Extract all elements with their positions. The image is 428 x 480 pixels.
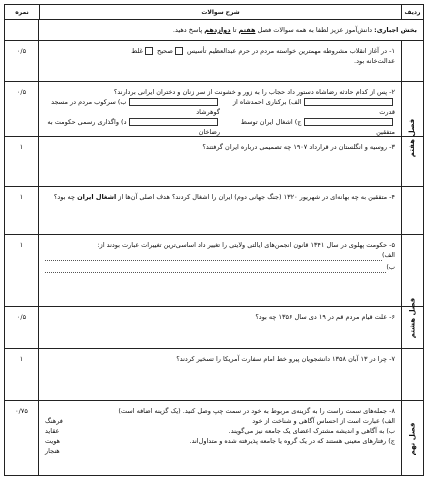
option-checkbox[interactable]: [304, 118, 394, 126]
header-score-col: نمره: [15, 8, 29, 16]
score: ۱: [5, 187, 39, 234]
option: ب) سرکوب مردم در مسجد گوهرشاد: [51, 98, 220, 116]
score: ۱: [5, 349, 39, 400]
option: الف) برکناری احمدشاه از قدرت: [232, 98, 395, 116]
option: د) واگذاری رسمی حکومت به رضاخان: [47, 118, 220, 136]
score: ۰/۵: [5, 307, 39, 348]
table-header: [5, 5, 423, 20]
answer-line[interactable]: [45, 251, 382, 261]
question-row: [5, 235, 423, 307]
question-text: ۴- متفقین به چه بهانه‌ای در شهریور ۱۳۲۰ (جنگ جهانی دوم) ایران را اشغال کردند؟ هدف اصلی آن‌ها از اشغال ایران چه بود؟: [53, 193, 395, 201]
question-text: ۶- علت قیام مردم قم در ۱۹ دی سال ۱۳۵۶ چه بود؟: [255, 313, 395, 321]
choice: هنجار: [45, 447, 60, 455]
section-label: فصل هشتم: [401, 235, 423, 401]
header-question-col: شرح سوالات: [39, 5, 401, 19]
question-row: [5, 82, 423, 137]
score: ۰/۵: [5, 82, 39, 136]
option-checkbox[interactable]: [129, 98, 219, 106]
score: ۱: [5, 137, 39, 186]
question-row: [5, 307, 423, 349]
match-item: ب) به آگاهی و اندیشه مشترک اعضای یک جامعه نیز می‌گویند.: [228, 427, 395, 435]
exam-sheet: [4, 4, 424, 476]
choice: فرهنگ: [45, 417, 63, 425]
question-text: ۸- جمله‌های سمت راست را به گزینه‌ی مربوط به خود در سمت چپ وصل کنید. (یک گزینه اضافه است) فرهنگ عقاید هویت هنجار الف) عبارت است از احساس آگاهی و شناخت از خود ب) به آگاهی و اندیشه مشترک اعضای یک جامعه نیز می‌گویند. ج) رفتارهای معینی هستند که در یک گروه یا جامعه پذیرفته شده و متداول‌اند.: [45, 407, 395, 455]
match-item: ج) رفتارهای معینی هستند که در یک گروه یا جامعه پذیرفته شده و متداول‌اند.: [189, 437, 395, 445]
score: ۱: [5, 235, 39, 306]
option-checkbox[interactable]: [304, 98, 394, 106]
instructions-row: [5, 19, 423, 41]
question-text: ۷- چرا در ۱۳ آبان ۱۳۵۸ دانشجویان پیرو خط امام سفارت آمریکا را تسخیر کردند؟: [176, 355, 395, 363]
match-item: الف) عبارت است از احساس آگاهی و شناخت از خود: [252, 417, 395, 425]
score: ۰/۵: [5, 41, 39, 81]
answer-line[interactable]: [45, 263, 386, 273]
question-row: [5, 137, 423, 187]
header-row-col: ردیف: [401, 5, 423, 19]
choice: عقاید: [45, 427, 60, 435]
true-checkbox[interactable]: [175, 47, 183, 55]
question-row: [5, 401, 423, 476]
question-text: ۳- روسیه و انگلستان در قرارداد ۱۹۰۷ چه تصمیمی درباره ایران گرفتند؟: [202, 143, 395, 151]
section-label: فصل هفتم: [401, 41, 423, 235]
choice: هویت: [45, 437, 60, 445]
question-row: [5, 41, 423, 82]
question-row: [5, 187, 423, 235]
question-row: [5, 349, 423, 401]
score: ۰/۷۵: [5, 401, 39, 476]
question-text: ۱- در آغاز انقلاب مشروطه مهمترین خواسته مردم در حرم عبدالعظیم تأسیس صحیح غلط عدالت‌خانه بود.: [131, 47, 395, 65]
question-text: ۵- حکومت پهلوی در سال ۱۳۴۱ قانون انجمن‌های ایالتی ولایتی را تغییر داد اساسی‌ترین تغییرات عبارت بودند از: الف) ب): [39, 235, 401, 306]
option-checkbox[interactable]: [129, 118, 219, 126]
false-checkbox[interactable]: [145, 47, 153, 55]
instructions-text: بخش اجباری: دانش‌آموز عزیز لطفا به همه سوالات فصل هفتم تا دوازدهم پاسخ دهید.: [172, 26, 417, 34]
question-text: ۲- پس از کدام حادثه رضاشاه دستور داد حجاب را به زور و خشونت از سر زنان و دختران ایرانی بردارند؟ الف) برکناری احمدشاه از قدرت ب) سرکوب مردم در مسجد گوهرشاد ج) اشغال ایران توسط متفقین د) واگذاری رسمی حکومت به رضاخان: [39, 82, 401, 136]
option: ج) اشغال ایران توسط متفقین: [240, 118, 395, 136]
section-label: فصل نهم: [401, 401, 423, 476]
